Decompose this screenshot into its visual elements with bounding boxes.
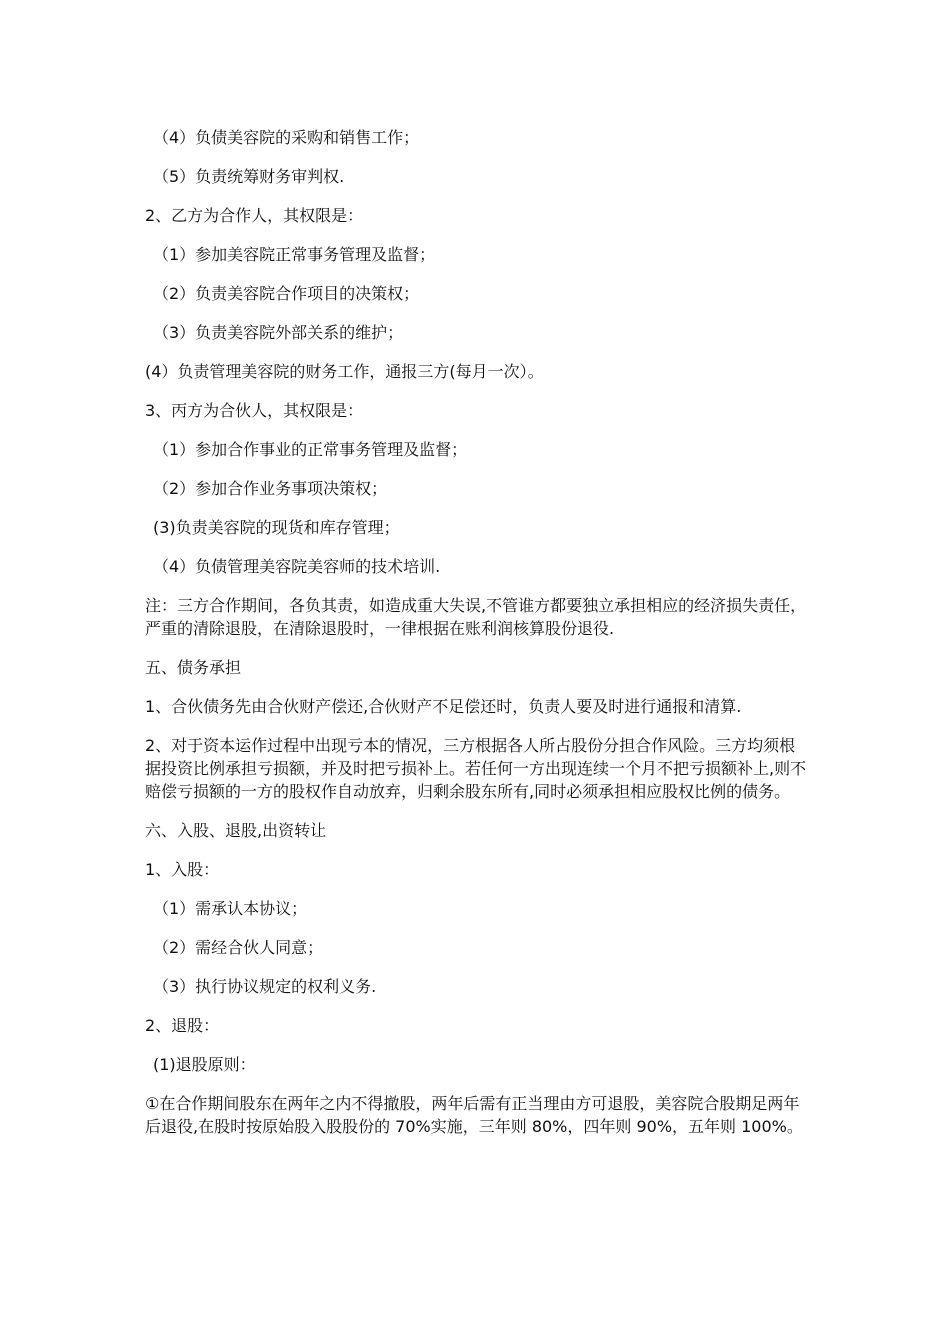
paragraph: （1）参加合作事业的正常事务管理及监督；	[153, 440, 468, 459]
paragraph: （2）负责美容院合作项目的决策权；	[153, 284, 420, 303]
paragraph: 五、债务承担	[145, 658, 242, 677]
paragraph: 六、入股、退股,出资转让	[145, 821, 327, 840]
paragraph: （2）参加合作业务事项决策权；	[153, 479, 388, 498]
paragraph: （1）参加美容院正常事务管理及监督；	[153, 245, 436, 264]
paragraph: （4）负债管理美容院美容师的技术培训.	[153, 557, 441, 576]
paragraph: （1）需承认本协议；	[153, 899, 308, 918]
paragraph: （5）负责统筹财务审判权.	[153, 167, 345, 186]
paragraph: （4）负债美容院的采购和销售工作；	[153, 128, 420, 147]
paragraph: （2）需经合伙人同意；	[153, 938, 324, 957]
paragraph: 注：三方合作期间，各负其责，如造成重大失误,不管谁方都要独立承担相应的经济损失责任，严重的清除退股，在清除退股时，一律根据在账利润核算股份退役.	[145, 596, 807, 638]
paragraph: 2、退股：	[145, 1016, 220, 1035]
paragraph: 2、乙方为合作人，其权限是：	[145, 206, 364, 225]
paragraph: 1、入股：	[145, 860, 220, 879]
paragraph: 1、合伙债务先由合伙财产偿还,合伙财产不足偿还时，负责人要及时进行通报和清算.	[145, 697, 742, 716]
paragraph: （3）执行协议规定的权利义务.	[153, 977, 377, 996]
paragraph: (4）负责管理美容院的财务工作，通报三方(每月一次）。	[145, 362, 544, 381]
paragraph: 2、对于资本运作过程中出现亏本的情况，三方根据各人所占股份分担合作风险。三方均须根据投资比例承担亏损额，并及时把亏损补上。若任何一方出现连续一个月不把亏损额补上,则不赔偿亏损额的一方的股权作自动放弃，归剩余股东所有,同时必须承担相应股权比例的债务。	[145, 736, 807, 801]
paragraph: (3)负责美容院的现货和库存管理；	[153, 518, 400, 537]
paragraph: （3）负责美容院外部关系的维护；	[153, 323, 404, 342]
paragraph: ①在合作期间股东在两年之内不得撤股，两年后需有正当理由方可退股，美容院合股期足两年后退役,在股时按原始股入股股份的 70%实施，三年则 80%，四年则 90%，五年则 100%。	[145, 1094, 803, 1136]
document-body	[145, 126, 810, 1154]
paragraph: 3、丙方为合伙人，其权限是：	[145, 401, 364, 420]
paragraph: (1)退股原则：	[153, 1055, 256, 1074]
